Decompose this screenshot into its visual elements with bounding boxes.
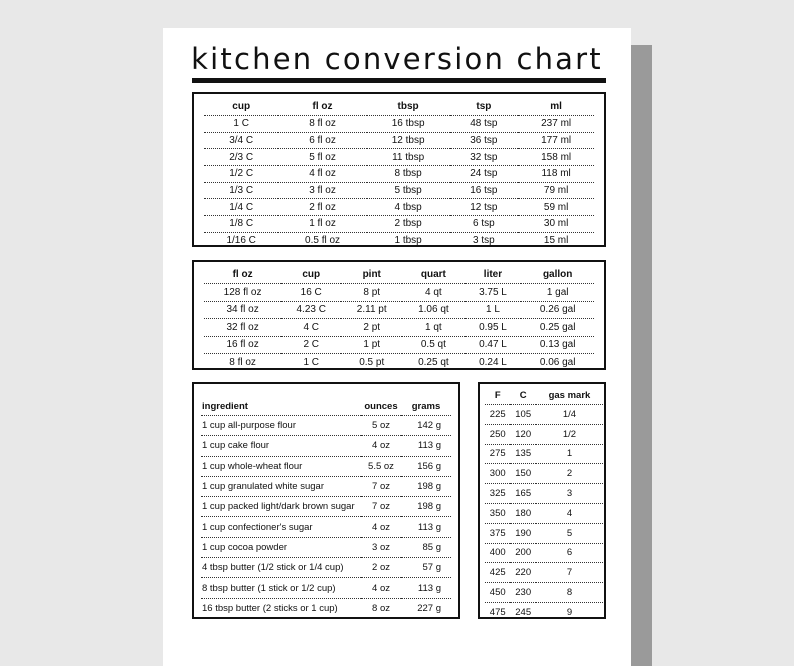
table-cell: 1 pt [341, 336, 402, 354]
table-cell: 8 tbsp butter (1 stick or 1/2 cup) [201, 578, 361, 598]
column-header: grams [411, 401, 441, 412]
table-row [201, 456, 451, 476]
table-cell: 5 oz [361, 416, 401, 436]
ingredient-weight-table [192, 382, 460, 619]
column-header: cup [302, 269, 321, 280]
table-cell: 8 fl oz [278, 116, 366, 133]
table-cell: 1.06 qt [402, 301, 464, 319]
table-row [204, 166, 594, 183]
table-cell: 450 [485, 583, 510, 603]
table-cell: 1/4 [536, 405, 603, 425]
table-cell: 4.23 C [281, 301, 341, 319]
table-cell: 34 fl oz [204, 301, 281, 319]
table-cell: 237 ml [518, 116, 594, 133]
table-row [485, 523, 603, 543]
table-row [204, 116, 594, 133]
table-cell: 425 [485, 563, 510, 583]
table-cell: 4 oz [361, 436, 401, 456]
table-cell: 5 tbsp [367, 182, 450, 199]
table-cell: 177 ml [518, 132, 594, 149]
table-cell: 8 tbsp [367, 166, 450, 183]
table-row [204, 319, 594, 337]
table-cell: 11 tbsp [367, 149, 450, 166]
table-cell: 1 cup whole-wheat flour [201, 456, 361, 476]
table-cell: 36 tsp [450, 132, 519, 149]
table-cell: 0.5 pt [341, 354, 402, 371]
table-cell: 118 ml [518, 166, 594, 183]
title-divider [192, 78, 606, 83]
table-cell: 1 gal [521, 284, 594, 302]
table-cell: 8 pt [341, 284, 402, 302]
table-cell: 245 [510, 602, 535, 621]
table-row [201, 497, 451, 517]
table-cell: 0.47 L [465, 336, 522, 354]
table-row [201, 558, 451, 578]
liquid-conversion-table [192, 260, 606, 370]
column-header: C [519, 390, 527, 401]
column-header: liter [483, 269, 503, 280]
table-cell: 3 tsp [450, 232, 519, 248]
table-cell: 2.11 pt [341, 301, 402, 319]
column-header: gallon [542, 269, 573, 280]
table-cell: 128 fl oz [204, 284, 281, 302]
table-cell: 16 C [281, 284, 341, 302]
table-row [201, 436, 451, 456]
table-cell: 7 oz [361, 497, 401, 517]
table-row [485, 503, 603, 523]
table-row [204, 284, 594, 302]
column-header: quart [420, 269, 446, 280]
table-cell: 325 [485, 484, 510, 504]
column-header: ml [550, 101, 562, 112]
temperature-table-grid [485, 387, 603, 622]
table-row [204, 199, 594, 216]
table-row [204, 216, 594, 233]
column-header: F [494, 390, 501, 401]
table-row [485, 424, 603, 444]
table-cell: 105 [510, 405, 535, 425]
table-cell: 225 [485, 405, 510, 425]
table-cell: 48 tsp [450, 116, 519, 133]
table-cell: 135 [510, 444, 535, 464]
table-cell: 8 oz [361, 598, 401, 618]
table-cell: 113 g [401, 436, 451, 456]
table-cell: 275 [485, 444, 510, 464]
table-cell: 1/2 [536, 424, 603, 444]
table-row [485, 484, 603, 504]
table-cell: 1 L [465, 301, 522, 319]
table-cell: 1/16 C [204, 232, 278, 248]
table-cell: 1 cup confectioner's sugar [201, 517, 361, 537]
table-cell: 2 pt [341, 319, 402, 337]
table-cell: 1 tbsp [367, 232, 450, 248]
table-cell: 200 [510, 543, 535, 563]
table-cell: 3 [536, 484, 603, 504]
table-cell: 16 tsp [450, 182, 519, 199]
table-cell: 16 tbsp butter (2 sticks or 1 cup) [201, 598, 361, 618]
volume-conversion-table [192, 92, 606, 247]
table-cell: 150 [510, 464, 535, 484]
table-cell: 0.06 gal [521, 354, 594, 371]
table-cell: 0.26 gal [521, 301, 594, 319]
table-cell: 16 fl oz [204, 336, 281, 354]
table-cell: 227 g [401, 598, 451, 618]
table-row [485, 543, 603, 563]
table-header-row [204, 98, 594, 116]
table-cell: 4 oz [361, 517, 401, 537]
table-cell: 375 [485, 523, 510, 543]
table-cell: 5 [536, 523, 603, 543]
column-header: cup [232, 101, 251, 112]
table-cell: 4 qt [402, 284, 464, 302]
table-cell: 158 ml [518, 149, 594, 166]
table-cell: 1 fl oz [278, 216, 366, 233]
column-header: fl oz [232, 269, 253, 280]
column-header: ingredient [202, 401, 248, 412]
table-row [485, 405, 603, 425]
table-cell: 4 oz [361, 578, 401, 598]
table-row [204, 149, 594, 166]
table-row [201, 517, 451, 537]
table-cell: 2 tbsp [367, 216, 450, 233]
table-cell: 113 g [401, 517, 451, 537]
table-row [204, 132, 594, 149]
table-cell: 4 fl oz [278, 166, 366, 183]
table-cell: 0.13 gal [521, 336, 594, 354]
table-header-row [201, 398, 451, 416]
table-cell: 4 tbsp butter (1/2 stick or 1/4 cup) [201, 558, 361, 578]
table-cell: 1 C [204, 116, 278, 133]
table-cell: 0.25 qt [402, 354, 464, 371]
table-cell: 142 g [401, 416, 451, 436]
table-cell: 5.5 oz [361, 456, 401, 476]
table-cell: 24 tsp [450, 166, 519, 183]
table-cell: 32 tsp [450, 149, 519, 166]
column-header: tbsp [397, 101, 419, 112]
table-cell: 79 ml [518, 182, 594, 199]
table-header-row [204, 266, 594, 284]
table-cell: 1 [536, 444, 603, 464]
table-cell: 113 g [401, 578, 451, 598]
table-row [204, 182, 594, 199]
table-row [201, 537, 451, 557]
table-cell: 2 fl oz [278, 199, 366, 216]
column-header: ounces [364, 401, 398, 412]
table-cell: 1 cup all-purpose flour [201, 416, 361, 436]
table-cell: 220 [510, 563, 535, 583]
table-cell: 6 [536, 543, 603, 563]
table-cell: 198 g [401, 497, 451, 517]
table-row [201, 598, 451, 618]
column-header: pint [362, 269, 381, 280]
table-cell: 1 cup cake flour [201, 436, 361, 456]
table-cell: 4 [536, 503, 603, 523]
table-row [204, 232, 594, 248]
table-cell: 180 [510, 503, 535, 523]
table-cell: 7 oz [361, 476, 401, 496]
table-cell: 1/3 C [204, 182, 278, 199]
volume-table-grid [204, 98, 594, 249]
table-cell: 1/8 C [204, 216, 278, 233]
table-row [204, 354, 594, 371]
column-header: gas mark [548, 390, 591, 401]
table-cell: 0.5 fl oz [278, 232, 366, 248]
table-cell: 165 [510, 484, 535, 504]
table-cell: 1/2 C [204, 166, 278, 183]
table-row [204, 336, 594, 354]
table-cell: 2/3 C [204, 149, 278, 166]
table-cell: 8 [536, 583, 603, 603]
table-cell: 57 g [401, 558, 451, 578]
table-cell: 2 [536, 464, 603, 484]
table-cell: 85 g [401, 537, 451, 557]
table-cell: 2 oz [361, 558, 401, 578]
oven-temperature-table [478, 382, 606, 619]
table-cell: 1 cup granulated white sugar [201, 476, 361, 496]
table-row [485, 444, 603, 464]
table-cell: 12 tbsp [367, 132, 450, 149]
table-row [485, 464, 603, 484]
table-row [201, 476, 451, 496]
table-cell: 0.5 qt [402, 336, 464, 354]
table-cell: 0.95 L [465, 319, 522, 337]
table-cell: 300 [485, 464, 510, 484]
table-cell: 16 tbsp [367, 116, 450, 133]
table-cell: 3 oz [361, 537, 401, 557]
table-cell: 1/4 C [204, 199, 278, 216]
table-cell: 15 ml [518, 232, 594, 248]
column-header: fl oz [312, 101, 333, 112]
table-row [201, 578, 451, 598]
chart-page [163, 28, 631, 666]
table-cell: 1 cup cocoa powder [201, 537, 361, 557]
table-cell: 6 tsp [450, 216, 519, 233]
table-cell: 198 g [401, 476, 451, 496]
table-row [485, 602, 603, 621]
table-cell: 1 qt [402, 319, 464, 337]
table-row [485, 583, 603, 603]
table-cell: 12 tsp [450, 199, 519, 216]
column-header: tsp [476, 101, 492, 112]
table-cell: 9 [536, 602, 603, 621]
table-cell: 30 ml [518, 216, 594, 233]
table-cell: 0.25 gal [521, 319, 594, 337]
table-cell: 5 fl oz [278, 149, 366, 166]
table-cell: 400 [485, 543, 510, 563]
table-header-row [485, 387, 603, 405]
table-cell: 6 fl oz [278, 132, 366, 149]
table-cell: 250 [485, 424, 510, 444]
table-row [204, 301, 594, 319]
table-cell: 230 [510, 583, 535, 603]
table-row [485, 563, 603, 583]
table-cell: 3.75 L [465, 284, 522, 302]
table-cell: 3 fl oz [278, 182, 366, 199]
table-cell: 4 C [281, 319, 341, 337]
table-cell: 8 fl oz [204, 354, 281, 371]
ingredient-table-grid [201, 398, 451, 618]
table-cell: 0.24 L [465, 354, 522, 371]
table-cell: 190 [510, 523, 535, 543]
liquid-table-grid [204, 266, 594, 371]
table-cell: 3/4 C [204, 132, 278, 149]
table-cell: 1 C [281, 354, 341, 371]
table-cell: 32 fl oz [204, 319, 281, 337]
page-title: kitchen conversion chart [191, 42, 603, 76]
table-cell: 2 C [281, 336, 341, 354]
table-cell: 59 ml [518, 199, 594, 216]
table-cell: 4 tbsp [367, 199, 450, 216]
table-cell: 1 cup packed light/dark brown sugar [201, 497, 361, 517]
table-cell: 156 g [401, 456, 451, 476]
table-row [201, 416, 451, 436]
table-cell: 7 [536, 563, 603, 583]
table-cell: 350 [485, 503, 510, 523]
table-cell: 475 [485, 602, 510, 621]
table-cell: 120 [510, 424, 535, 444]
